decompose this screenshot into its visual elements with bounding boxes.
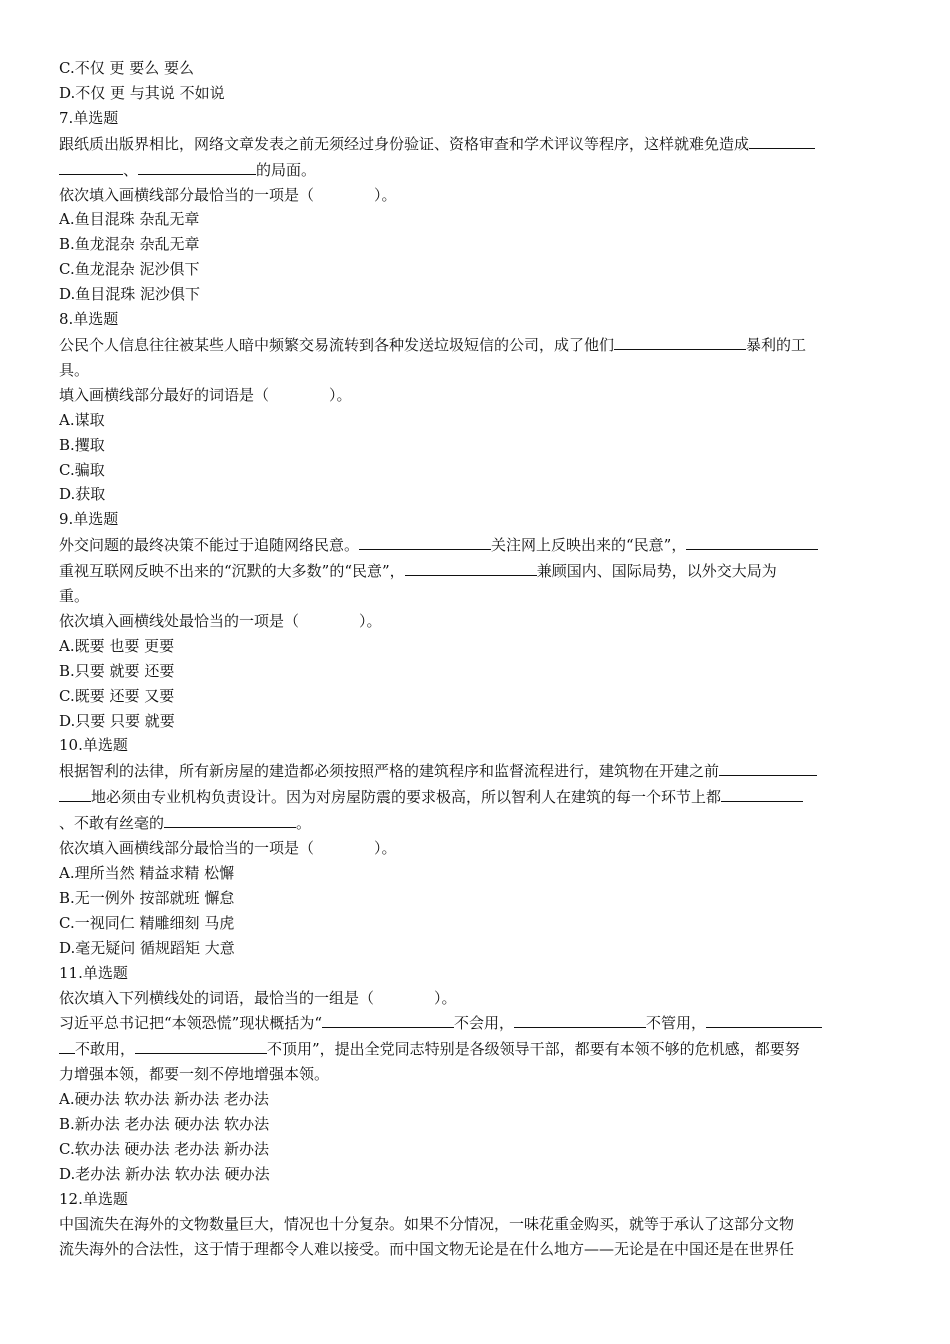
question-12-stem-cont: 流失海外的合法性，这于情于理都令人难以接受。而中国文物无论是在什么地方——无论是在中国还是在世界任 (59, 1239, 795, 1258)
option-a: A.谋取 (59, 410, 105, 429)
question-10-stem-cont: 地必须由专业机构负责设计。因为对房屋防震的要求极高，所以智利人在建筑的每一个环节上都 (59, 784, 910, 810)
question-8-header: 8.单选题 (59, 310, 119, 329)
question-10-header: 10.单选题 (59, 736, 128, 755)
option-d: D.老办法 新办法 软办法 硬办法 (59, 1164, 270, 1183)
option-a: A.硬办法 软办法 新办法 老办法 (59, 1090, 269, 1109)
option-b: B.无一例外 按部就班 懈怠 (59, 888, 235, 907)
option-b: B.鱼龙混杂 杂乱无章 (59, 235, 200, 254)
answer-blank (405, 558, 537, 576)
option-c: C.软办法 硬办法 老办法 新办法 (59, 1139, 270, 1158)
question-7-stem-cont: 、 的局面。 (59, 157, 910, 183)
option-b: B.攫取 (59, 435, 105, 454)
answer-blank (59, 784, 91, 802)
question-11-prompt: 依次填入下列横线处的词语，最恰当的一组是（ ）。 (59, 988, 457, 1007)
question-8-stem-cont: 具。 (59, 360, 90, 379)
option-d: D.只要 只要 就要 (59, 711, 175, 730)
question-11-stem-cont: 不敢用， 不顶用”，提出全党同志特别是各级领导干部，都要有本领不够的危机感，都要努 (59, 1036, 910, 1062)
option-d: D.鱼目混珠 泥沙俱下 (59, 285, 201, 304)
question-7-prompt: 依次填入画横线部分最恰当的一项是（ ）。 (59, 185, 397, 204)
question-9-prompt: 依次填入画横线处最恰当的一项是（ ）。 (59, 611, 382, 630)
answer-blank (614, 332, 746, 350)
option-b: B.只要 就要 还要 (59, 661, 175, 680)
answer-blank (164, 810, 296, 828)
option-c: C.一视同仁 精雕细刻 马虎 (59, 913, 235, 932)
question-10-stem: 根据智利的法律，所有新房屋的建造都必须按照严格的建筑程序和监督流程进行，建筑物在开建之前 (59, 758, 910, 784)
option-c: C.不仅 更 要么 要么 (59, 59, 195, 77)
answer-blank (359, 532, 491, 550)
option-a: A.既要 也要 更要 (59, 636, 175, 655)
answer-blank (706, 1010, 822, 1028)
option-d: D.不仅 更 与其说 不如说 (59, 83, 225, 102)
answer-blank (686, 532, 818, 550)
question-10-prompt: 依次填入画横线部分最恰当的一项是（ ）。 (59, 839, 397, 858)
option-c: C.骗取 (59, 460, 105, 479)
answer-blank (59, 1036, 75, 1054)
option-a: A.鱼目混珠 杂乱无章 (59, 210, 200, 229)
answer-blank (138, 157, 256, 175)
question-9-stem: 外交问题的最终决策不能过于追随网络民意。 关注网上反映出来的“民意”， (59, 532, 910, 558)
question-9-stem-cont: 重视互联网反映不出来的“沉默的大多数”的“民意”， 兼顾国内、国际局势，以外交大局为 (59, 558, 910, 584)
question-8-stem: 公民个人信息往往被某些人暗中频繁交易流转到各种发送垃圾短信的公司，成了他们 暴利的工 (59, 332, 910, 358)
answer-blank (514, 1010, 646, 1028)
option-d: D.获取 (59, 485, 106, 504)
question-11-stem-end: 力增强本领，都要一刻不停地增强本领。 (59, 1065, 330, 1084)
question-11-stem: 习近平总书记把“本领恐慌”现状概括为“ 不会用， 不管用， (59, 1010, 910, 1036)
answer-blank (322, 1010, 454, 1028)
answer-blank (721, 784, 803, 802)
option-d: D.毫无疑问 循规蹈矩 大意 (59, 938, 235, 957)
question-7-header: 7.单选题 (59, 108, 119, 127)
question-8-prompt: 填入画横线部分最好的词语是（ ）。 (59, 385, 352, 404)
answer-blank (135, 1036, 267, 1054)
question-9-stem-end: 重。 (59, 587, 90, 606)
option-a: A.理所当然 精益求精 松懈 (59, 864, 235, 882)
answer-blank (719, 758, 817, 776)
question-9-header: 9.单选题 (59, 510, 119, 529)
question-11-header: 11.单选题 (59, 963, 128, 982)
answer-blank (59, 157, 123, 175)
question-12-stem: 中国流失在海外的文物数量巨大，情况也十分复杂。如果不分情况，一味花重金购买，就等于承认了这部分文物 (59, 1214, 795, 1233)
answer-blank (749, 131, 815, 149)
question-10-stem-end: 、不敢有丝毫的 。 (59, 810, 910, 836)
option-b: B.新办法 老办法 硬办法 软办法 (59, 1115, 270, 1134)
option-c: C.鱼龙混杂 泥沙俱下 (59, 260, 200, 279)
option-c: C.既要 还要 又要 (59, 686, 175, 705)
question-7-stem: 跟纸质出版界相比，网络文章发表之前无须经过身份验证、资格审查和学术评议等程序，这样就难免造成 (59, 131, 910, 157)
question-12-header: 12.单选题 (59, 1189, 128, 1208)
